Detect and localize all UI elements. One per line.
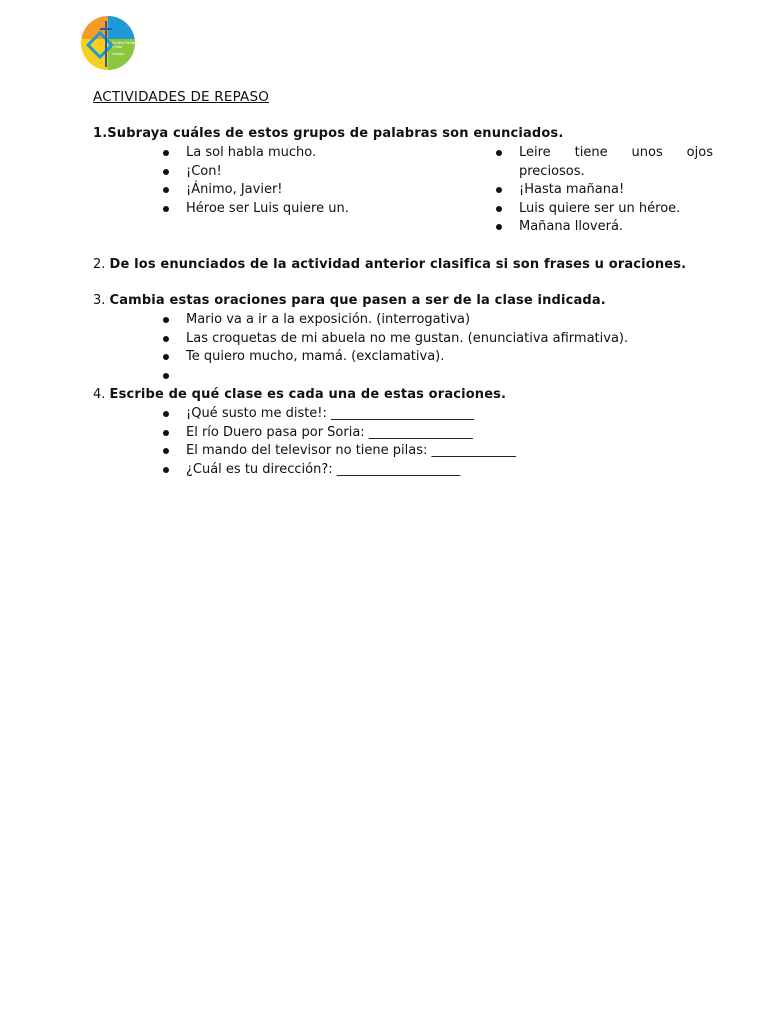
question-3-list bbox=[163, 311, 628, 385]
list-item: Mañana lloverá. bbox=[496, 218, 713, 237]
page-title: ACTIVIDADES DE REPASO bbox=[93, 89, 270, 105]
list-item: ¡Hasta mañana! bbox=[496, 181, 713, 200]
list-item: ¡Ánimo, Javier! bbox=[163, 181, 349, 200]
word: ojos bbox=[686, 145, 713, 160]
school-logo bbox=[78, 15, 138, 71]
list-item-line-1 bbox=[519, 144, 713, 163]
question-4-prompt bbox=[93, 387, 506, 402]
list-item: Te quiero mucho, mamá. (exclamativa). bbox=[163, 348, 628, 367]
logo-text-line-3: Colegio bbox=[112, 52, 124, 56]
logo-text-line-2: Cristo bbox=[112, 45, 123, 49]
list-item: Las croquetas de mi abuela no me gustan. (enunciativa afirmativa). bbox=[163, 330, 628, 349]
question-1-right-list bbox=[496, 144, 713, 237]
list-item: Luis quiere ser un héroe. bbox=[496, 200, 713, 219]
question-4-list bbox=[163, 405, 516, 479]
question-3-prompt bbox=[93, 293, 606, 308]
list-item: ¡Con! bbox=[163, 163, 349, 182]
question-4-text: Escribe de qué clase es cada una de estas oraciones. bbox=[109, 387, 507, 402]
list-item: ¡Qué susto me diste!: ______________________ bbox=[163, 405, 516, 424]
question-1-text: 1.Subraya cuáles de estos grupos de palabras son enunciados. bbox=[93, 126, 564, 141]
list-item: ¿Cuál es tu dirección?: ___________________ bbox=[163, 461, 516, 480]
word: unos bbox=[631, 145, 663, 160]
word: tiene bbox=[574, 145, 608, 160]
question-2-text: De los enunciados de la actividad anterior clasifica si son frases u oraciones. bbox=[109, 257, 687, 272]
question-4-number: 4. bbox=[93, 387, 106, 402]
question-3-number: 3. bbox=[93, 293, 106, 308]
question-2-prompt bbox=[93, 257, 686, 272]
list-item: El río Duero pasa por Soria: ________________ bbox=[163, 424, 516, 443]
question-3-text: Cambia estas oraciones para que pasen a ser de la clase indicada. bbox=[109, 293, 606, 308]
logo-text-line-1: Centro Padres bbox=[112, 41, 138, 45]
list-item: Héroe ser Luis quiere un. bbox=[163, 200, 349, 219]
question-2-number: 2. bbox=[93, 257, 106, 272]
list-item bbox=[496, 144, 713, 181]
list-item: La sol habla mucho. bbox=[163, 144, 349, 163]
word: Leire bbox=[519, 145, 551, 160]
list-item-line-2: preciosos. bbox=[519, 163, 585, 179]
list-item bbox=[163, 367, 628, 386]
question-1-prompt bbox=[93, 126, 563, 141]
list-item: El mando del televisor no tiene pilas: _____________ bbox=[163, 442, 516, 461]
list-item: Mario va a ir a la exposición. (interrogativa) bbox=[163, 311, 628, 330]
question-1-left-list bbox=[163, 144, 349, 218]
logo-blue-segment bbox=[108, 15, 138, 39]
